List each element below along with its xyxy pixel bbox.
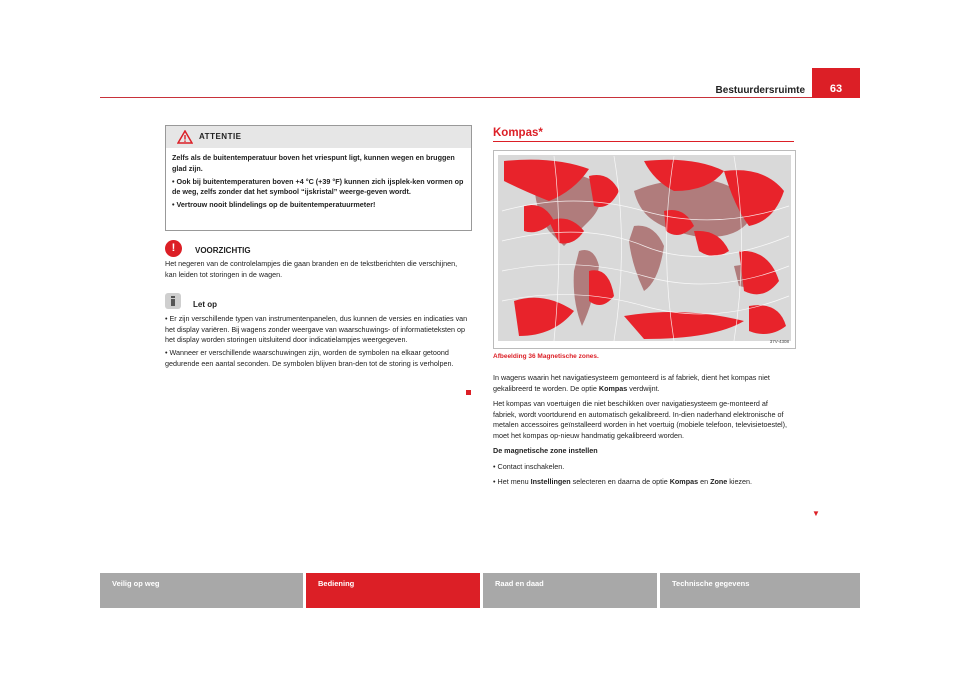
magnetic-zones-map bbox=[493, 150, 796, 349]
attention-bullet: • Ook bij buitentemperaturen boven +4 °C (+39 °F) kunnen zich ijsplek-ken vormen op de weg, zelfs zonder dat het symbool “ijskristal” weerge-geven wordt. bbox=[172, 176, 464, 196]
world-map-image bbox=[494, 151, 795, 348]
kompas-paragraph: In wagens waarin het navigatiesysteem gemonteerd is af fabriek, dient het kompas niet gekalibreerd te worden. De optie Kompas verdwijnt. bbox=[493, 373, 770, 393]
attention-box bbox=[165, 125, 472, 231]
kompas-subheading: De magnetische zone instellen bbox=[493, 446, 598, 455]
section-end-marker bbox=[466, 390, 471, 395]
caution-title: VOORZICHTIG bbox=[195, 246, 251, 255]
continue-arrow-icon: ▼ bbox=[812, 509, 820, 518]
caution-paragraph: Het negeren van de controlelampjes die gaan branden en de tekstberichten die verschijnen, kan leiden tot storingen in de wagen. bbox=[165, 259, 458, 279]
attention-header bbox=[166, 126, 471, 148]
info-note-icon bbox=[165, 293, 181, 309]
attention-paragraph: Zelfs als de buitentemperatuur boven het vriespunt ligt, kunnen wegen en bruggen glad zijn. bbox=[172, 153, 455, 173]
kompas-step: • Contact inschakelen. bbox=[493, 461, 565, 471]
header-rule bbox=[100, 97, 860, 98]
kompas-step: • Het menu Instellingen selecteren en daarna de optie Kompas en Zone kiezen. bbox=[493, 477, 753, 486]
footer-tab-technisch[interactable]: Technische gegevens bbox=[660, 573, 860, 608]
note-title: Let op bbox=[193, 300, 217, 309]
map-code: 37V-4308 bbox=[769, 339, 789, 344]
attention-body bbox=[166, 148, 471, 211]
kompas-rule bbox=[493, 141, 794, 142]
note-bullet: • Wanneer er verschillende waarschuwingen zijn, worden de symbolen na elkaar getoond gedurende een aantal seconden. De symbolen blijven bran-den tot de storing is verholpen. bbox=[165, 348, 454, 368]
warning-triangle-icon bbox=[177, 130, 193, 144]
attention-title: ATTENTIE bbox=[199, 132, 242, 141]
section-title: Bestuurdersruimte bbox=[715, 85, 805, 96]
footer-tab-raad[interactable]: Raad en daad bbox=[483, 573, 657, 608]
figure-caption: Afbeelding 36 Magnetische zones. bbox=[493, 353, 599, 360]
kompas-title: Kompas* bbox=[493, 127, 543, 139]
page-number-box bbox=[812, 68, 860, 98]
kompas-text bbox=[493, 373, 793, 493]
footer-tab-bediening[interactable]: Bediening bbox=[306, 573, 480, 608]
kompas-paragraph: Het kompas van voertuigen die niet beschikken over navigatiesysteem ge-monteerd af fabriek, wordt voortdurend en automatisch gekalibreerd. In-dien naderhand elektronische of metalen accessoires geïnstalleerd worden in het voertuig (mobiele telefoon, televisietoestel), moet het kompas op-nieuw handmatig gekalibreerd worden. bbox=[493, 399, 788, 440]
exclamation-icon: ! bbox=[165, 240, 182, 257]
footer-tab-veilig[interactable]: Veilig op weg bbox=[100, 573, 303, 608]
caution-text bbox=[165, 259, 470, 283]
note-bullet: • Er zijn verschillende typen van instrumentenpanelen, dus kunnen de versies en indicaties van het display variëren. Bij wagens zonder weergave van waarschuwings- of informatieteksten op het display worden storingen uitsluitend door indicatielampjes weergegeven. bbox=[165, 314, 468, 344]
note-text bbox=[165, 314, 470, 372]
attention-bullet: • Vertrouw nooit blindelings op de buitentemperatuurmeter! bbox=[172, 200, 376, 209]
page-number: 63 bbox=[829, 83, 843, 95]
